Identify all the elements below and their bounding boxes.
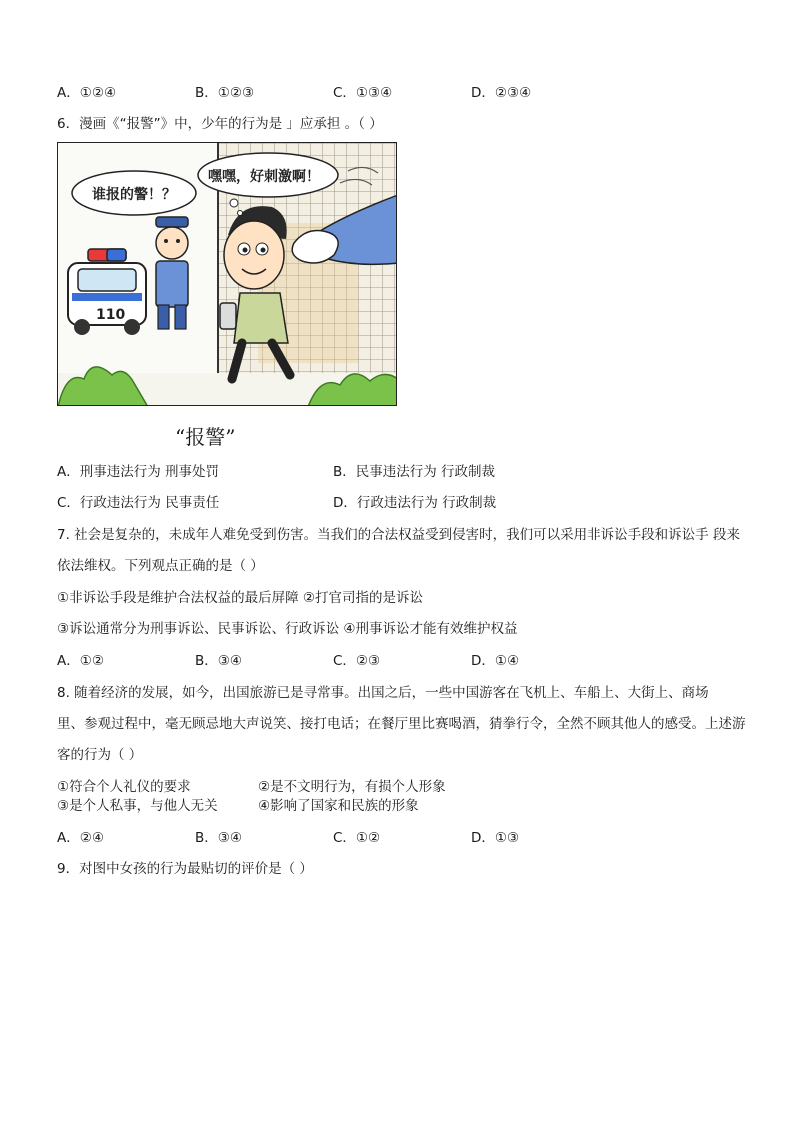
q7-stem-line2: 依法维权。下列观点正确的是（ ） xyxy=(57,558,264,574)
q7-option-b: B．③④ xyxy=(195,653,242,669)
q8-statement-4: ④影响了国家和民族的形象 xyxy=(258,798,419,814)
q8-stem-line3: 客的行为（ ） xyxy=(57,747,143,763)
comic-illustration xyxy=(57,142,397,406)
q8-stem-line1: 8. 随着经济的发展，如今，出国旅游已是寻常事。出国之后，一些中国游客在飞机上、车船上、大街上、商场 xyxy=(57,685,709,701)
q6-stem: 6．漫画《“报警”》中，少年的行为是 」应承担 。（ ） xyxy=(57,116,383,132)
q5-option-d: D．②③④ xyxy=(471,85,532,101)
q8-option-d: D．①③ xyxy=(471,830,520,846)
q7-option-d: D．①④ xyxy=(471,653,520,669)
svg-text:110: 110 xyxy=(96,307,126,323)
policeman-icon xyxy=(156,217,188,329)
comic-caption: “报警” xyxy=(175,425,236,449)
q7-option-a: A．①② xyxy=(57,653,104,669)
svg-text:谁报的警！？: 谁报的警！？ xyxy=(92,187,176,203)
q5-option-c: C．①③④ xyxy=(333,85,393,101)
q8-option-a: A．②④ xyxy=(57,830,104,846)
q7-statements-line2: ③诉讼通常分为刑事诉讼、民事诉讼、行政诉讼 ④刑事诉讼才能有效维护权益 xyxy=(57,621,518,637)
q8-statement-2: ②是不文明行为，有损个人形象 xyxy=(258,779,446,795)
q8-statement-1: ①符合个人礼仪的要求 xyxy=(57,779,191,795)
q7-statements-line1: ①非诉讼手段是维护合法权益的最后屏障 ②打官司指的是诉讼 xyxy=(57,590,423,606)
q7-stem-line1: 7. 社会是复杂的，未成年人难免受到伤害。当我们的合法权益受到侵害时，我们可以采用非诉讼手段和诉讼手 段来 xyxy=(57,527,740,543)
police-car-icon xyxy=(68,249,146,335)
q5-option-a: A．①②④ xyxy=(57,85,117,101)
q6-option-d: D．行政违法行为 行政制裁 xyxy=(333,495,497,511)
q8-statement-3: ③是个人私事，与他人无关 xyxy=(57,798,218,814)
q9-stem: 9．对图中女孩的行为最贴切的评价是（ ） xyxy=(57,861,313,877)
q7-option-c: C．②③ xyxy=(333,653,381,669)
q8-option-b: B．③④ xyxy=(195,830,242,846)
q8-option-c: C．①② xyxy=(333,830,381,846)
q6-option-c: C．行政违法行为 民事责任 xyxy=(57,495,220,511)
svg-text:嘿嘿，好刺激啊！: 嘿嘿，好刺激啊！ xyxy=(208,169,320,185)
q6-option-b: B．民事违法行为 行政制裁 xyxy=(333,464,496,480)
comic-drawing xyxy=(58,143,397,406)
q6-option-a: A．刑事违法行为 刑事处罚 xyxy=(57,464,220,480)
q8-stem-line2: 里、参观过程中，毫无顾忌地大声说笑、接打电话；在餐厅里比赛喝酒，猜拳行令，全然不顾其他人的感受。上述游 xyxy=(57,716,746,732)
q5-option-b: B．①②③ xyxy=(195,85,255,101)
